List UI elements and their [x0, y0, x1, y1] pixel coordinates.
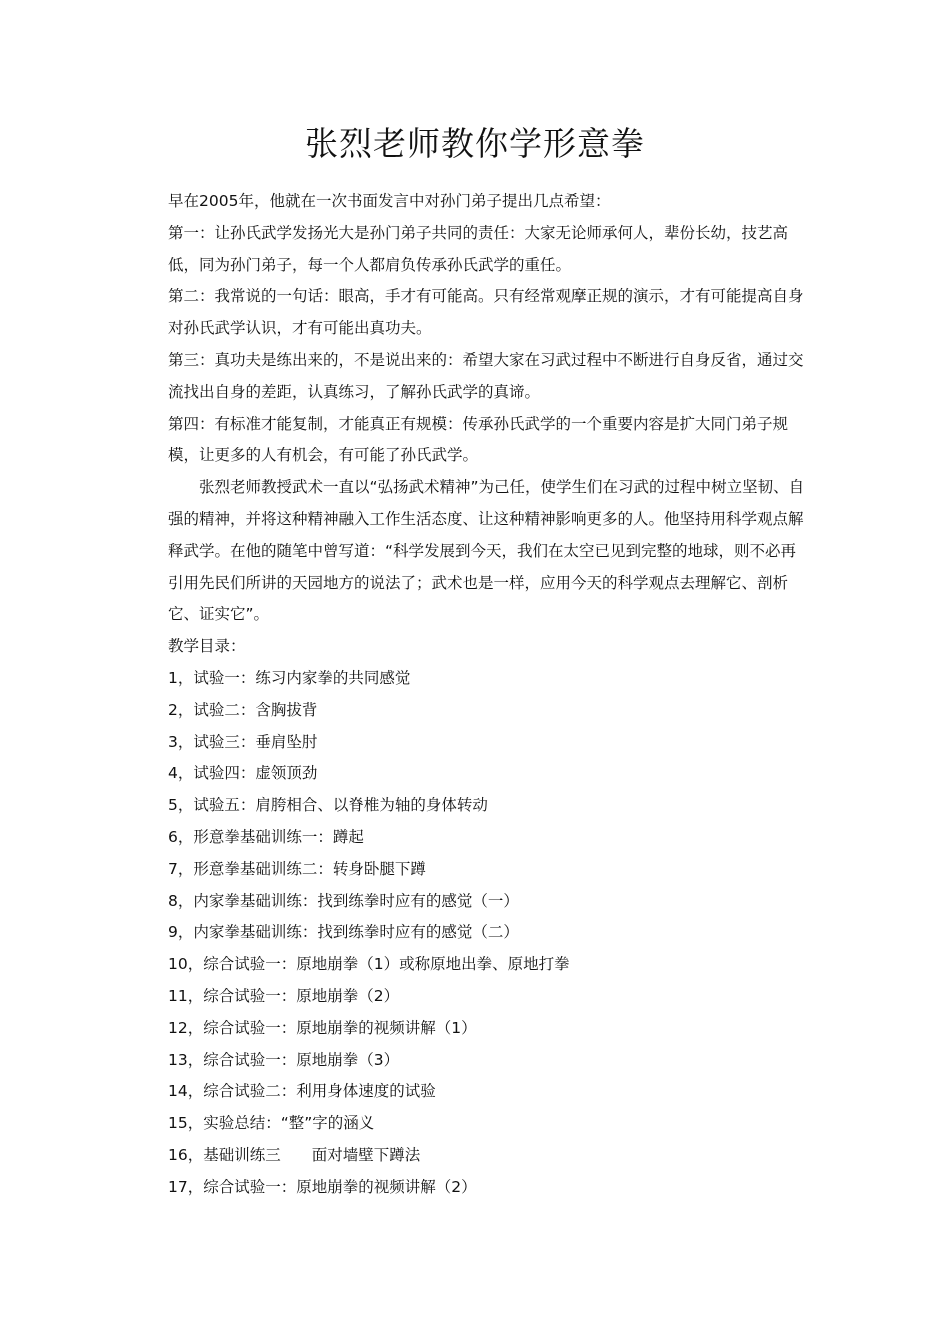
toc-item: 17，综合试验一：原地崩拳的视频讲解（2） — [168, 1177, 477, 1196]
toc-item: 10，综合试验一：原地崩拳（1）或称原地出拳、原地打拳 — [168, 955, 570, 974]
document-title: 张烈老师教你学形意拳 — [305, 124, 645, 163]
toc-item: 4，试验四：虚领顶劲 — [168, 764, 318, 783]
toc-item: 9，内家拳基础训练：找到练拳时应有的感觉（二） — [168, 923, 519, 942]
point-2: 第二：我常说的一句话：眼高，手才有可能高。只有经常观摩正规的演示，才有可能提高自身对孙氏武学认识，才有可能出真功夫。 — [168, 287, 804, 338]
toc-item: 15，实验总结：“整”字的涵义 — [168, 1114, 375, 1133]
toc-item: 2，试验二：含胸拔背 — [168, 700, 318, 719]
toc-item: 11，综合试验一：原地崩拳（2） — [168, 986, 400, 1005]
point-1: 第一：让孙氏武学发扬光大是孙门弟子共同的责任：大家无论师承何人，辈份长幼，技艺高低，同为孙门弟子，每一个人都肩负传承孙氏武学的重任。 — [168, 223, 789, 274]
toc-item: 8，内家拳基础训练：找到练拳时应有的感觉（一） — [168, 891, 519, 910]
toc-item: 12，综合试验一：原地崩拳的视频讲解（1） — [168, 1018, 477, 1037]
toc-item: 16，基础训练三 面对墙壁下蹲法 — [168, 1145, 421, 1164]
toc-item: 5，试验五：肩胯相合、以脊椎为轴的身体转动 — [168, 796, 488, 815]
document-body — [168, 186, 808, 1204]
toc-item: 7，形意拳基础训练二：转身卧腿下蹲 — [168, 859, 426, 878]
toc-heading: 教学目录： — [168, 637, 246, 656]
toc-item: 3，试验三：垂肩坠肘 — [168, 732, 318, 751]
toc-item: 14，综合试验二：利用身体速度的试验 — [168, 1082, 436, 1101]
toc-item: 6，形意拳基础训练一：蹲起 — [168, 827, 364, 846]
toc-item: 1，试验一：练习内家拳的共同感觉 — [168, 668, 411, 687]
point-4: 第四：有标准才能复制，才能真正有规模：传承孙氏武学的一个重要内容是扩大同门弟子规模，让更多的人有机会，有可能了孙氏武学。 — [168, 414, 789, 465]
intro-paragraph: 早在2005年，他就在一次书面发言中对孙门弟子提出几点希望： — [168, 192, 611, 210]
main-paragraph: 张烈老师教授武术一直以“弘扬武术精神”为己任，使学生们在习武的过程中树立坚韧、自强的精神，并将这种精神融入工作生活态度、让这种精神影响更多的人。他坚持用科学观点解释武学。在他的随笔中曾写道：“科学发展到今天，我们在太空已见到完整的地球，则不必再引用先民们所讲的天园地方的说法了；武术也是一样，应用今天的科学观点去理解它、剖析它、证实它”。 — [168, 478, 805, 624]
toc-item: 13，综合试验一：原地崩拳（3） — [168, 1050, 400, 1069]
point-3: 第三：真功夫是练出来的，不是说出来的：希望大家在习武过程中不断进行自身反省，通过交流找出自身的差距，认真练习，了解孙氏武学的真谛。 — [168, 350, 804, 401]
